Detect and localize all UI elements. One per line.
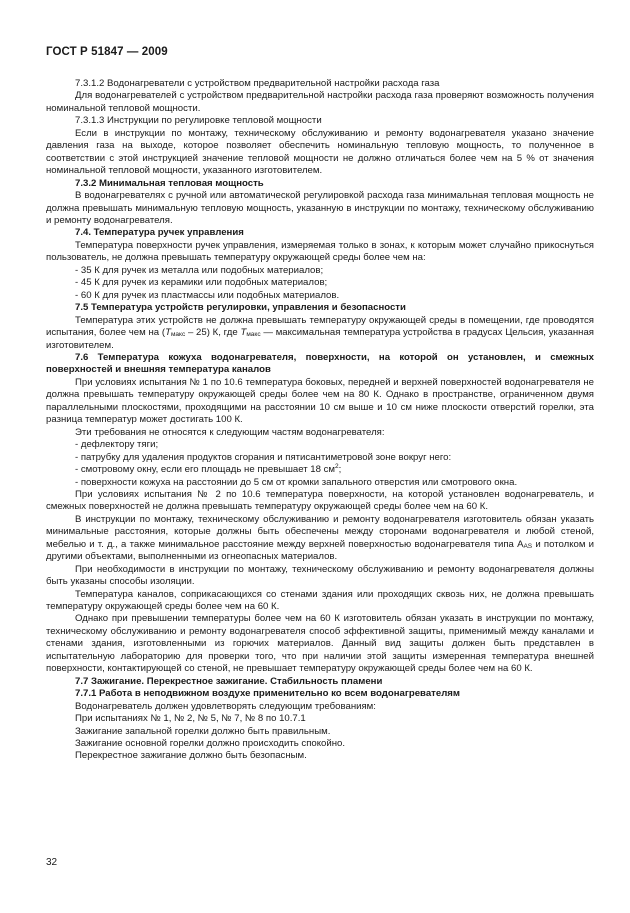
paragraph: Для водонагревателей с устройством предварительной настройки расхода газа проверяют возможность получения номинальной тепловой мощности.	[46, 90, 594, 114]
paragraph: Температура каналов, соприкасающихся со стенами здания или проходящих сквозь них, не должна превышать температуру окружающей среды более чем на 60 К.	[46, 588, 594, 613]
paragraph: Перекрестное зажигание должно быть безопасным.	[75, 750, 307, 762]
paragraph: Однако при превышении температуры более чем на 60 К изготовитель обязан указать в инструкции по монтажу, техническому обслуживанию и ремонту водонагревателя способ эффективной защиты, применимый между каналами и стенами здания, изготовленными из горючих материалов. Данный вид защиты должен быть представлен в испытательную лабораторию для проверки того, что при наличии этой защиты измеренная температура внешней поверхности, контактирующей со стеной, не превышает температуру окружающей среды более чем на 60 К.	[46, 613, 594, 675]
paragraph: Температура поверхности ручек управления, измеряемая только в зонах, к которым может случайно прикоснуться пользователь, не должна превышать температуру окружающей среды более чем на:	[46, 239, 594, 264]
paragraph: Водонагреватель должен удовлетворять следующим требованиям:	[75, 700, 376, 712]
section-heading-7-6: 7.6 Температура кожуха водонагревателя, поверхности, на которой он установлен, и смежных поверхностей и внешняя температура каналов	[46, 351, 594, 376]
section-heading-7-7: 7.7 Зажигание. Перекрестное зажигание. Стабильность пламени	[75, 675, 383, 687]
section-heading-7-3-2: 7.3.2 Минимальная тепловая мощность	[75, 177, 264, 189]
list-item: - поверхности кожуха на расстоянии до 5 см от кромки запального отверстия или смотрового окна.	[75, 476, 518, 488]
page-number: 32	[46, 857, 58, 868]
paragraph: Зажигание основной горелки должно происходить спокойно.	[75, 738, 346, 750]
section-heading-7-5: 7.5 Температура устройств регулировки, управления и безопасности	[75, 302, 406, 314]
paragraph-installation-distances: В инструкции по монтажу, техническому обслуживанию и ремонту водонагревателя изготовитель обязан указать минимальные расстояния, которые должны быть обеспечены между сторонами водонагревателя и любой стеной, мебелью и т. д., а также минимальное расстояние между верхней поверхностью водонагревателя типа $А_{AS}$ и потолком и другими объектами, выполненными из огнеопасных материалов.	[46, 513, 594, 563]
paragraph: При условиях испытания № 1 по 10.6 температура боковых, передней и верхней поверхностей водонагревателя не должна превышать температуру окружающей среды более чем на 80 К. Однако в пространстве, ограниченном двумя параллельными плоскостями, проходящими на расстоянии 10 см выше и 10 см ниже плоскости отверстий горелки, эта разница температур может достигать 100 К.	[46, 376, 594, 426]
section-heading-7-4: 7.4. Температура ручек управления	[75, 227, 244, 239]
paragraph-temperature-devices: Температура этих устройств не должна превышать температуру окружающей среды в помещении, где проводятся испытания, более чем на $(T_{макс} - 25)$ К, где $T_{макс}$ — максимальная температура устройства в градусах Цельсия, указанная изготовителем.	[46, 314, 594, 351]
paragraph: В водонагревателях с ручной или автоматической регулировкой расхода газа минимальная тепловая мощность не должна превышать минимальную тепловую мощность, указанную в инструкции по монтажу, техническому обслуживанию и ремонту водонагревателя.	[46, 190, 594, 226]
document-body	[46, 78, 594, 763]
paragraph: Если в инструкции по монтажу, техническому обслуживанию и ремонту водонагревателя указано значение давления газа на выходе, которое позволяет обеспечить номинальную тепловую мощность, то полученное в соответствии с этой инструкцией значение тепловой мощности не должно отличаться более чем на 5 % от значения номинальной тепловой мощности, указанного изготовителем.	[46, 127, 594, 177]
page-header-standard-code: ГОСТ Р 51847 — 2009	[46, 46, 168, 58]
list-item: - 45 К для ручек из керамики или подобных материалов;	[75, 277, 328, 289]
clause-7-3-1-2-title: 7.3.1.2 Водонагреватели с устройством предварительной настройки расхода газа	[75, 78, 440, 89]
clause-7-3-1-3-title: 7.3.1.3 Инструкции по регулировке тепловой мощности	[75, 115, 322, 127]
paragraph: Эти требования не относятся к следующим частям водонагревателя:	[75, 426, 385, 438]
paragraph: При испытаниях № 1, № 2, № 5, № 7, № 8 по 10.7.1	[75, 713, 306, 725]
list-item: - 35 К для ручек из металла или подобных материалов;	[75, 264, 324, 276]
list-item: - 60 К для ручек из пластмассы или подобных материалов.	[75, 289, 340, 301]
section-heading-7-7-1: 7.7.1 Работа в неподвижном воздухе применительно ко всем водонагревателям	[75, 688, 460, 700]
paragraph: При необходимости в инструкции по монтажу, техническому обслуживанию и ремонту водонагревателя должны быть указаны способы изоляции.	[46, 563, 594, 588]
paragraph: Зажигание запальной горелки должно быть правильным.	[75, 725, 331, 737]
list-item: - дефлектору тяги;	[75, 439, 159, 451]
list-item: - патрубку для удаления продуктов сгорания и пятисантиметровой зоне вокруг него:	[75, 451, 452, 463]
paragraph: При условиях испытания № 2 по 10.6 температура поверхности, на которой установлен водонагреватель, и смежных поверхностей не должна превышать температуру окружающей среды более чем на 60 К.	[46, 488, 594, 513]
list-item: - смотровому окну, если его площадь не превышает 18 $см^2$;	[75, 463, 342, 476]
